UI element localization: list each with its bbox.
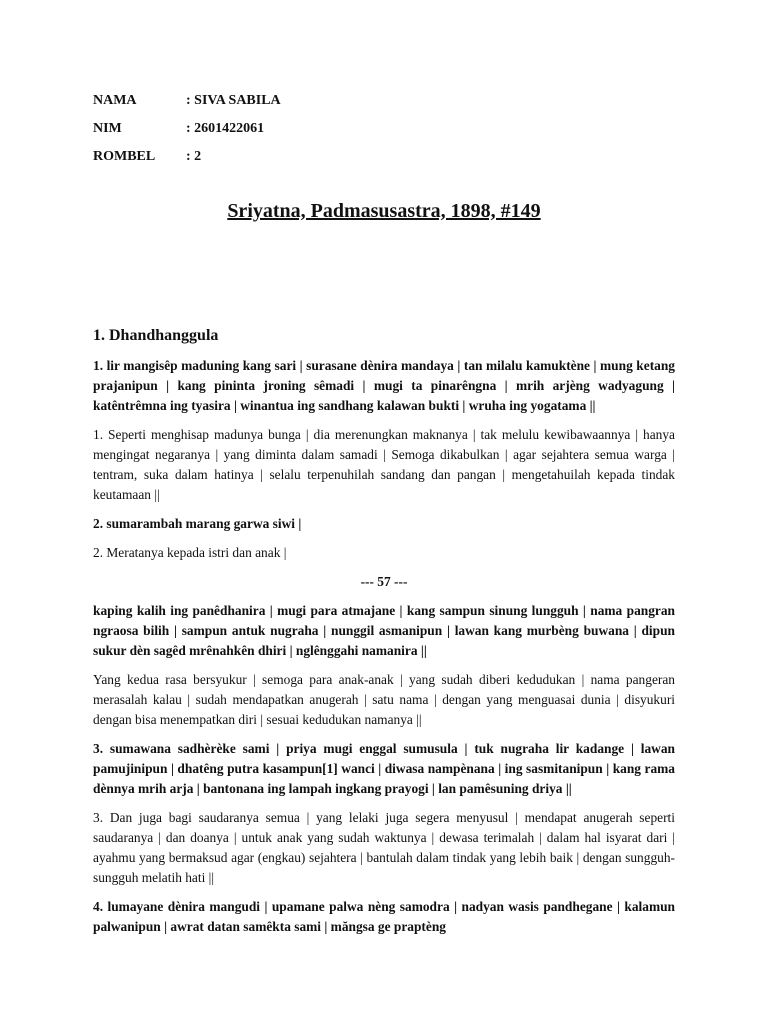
rombel-label: ROMBEL bbox=[93, 149, 156, 164]
name-label: NAMA bbox=[93, 93, 137, 108]
student-info bbox=[93, 87, 281, 171]
name-row bbox=[93, 87, 281, 115]
verse-1-translation: 1. Seperti menghisap madunya bunga | dia merenungkan maknanya | tak melulu kewibawaannya | hanya mengingat negaranya | yang diminta dalam samadi | Semoga dikabulkan | agar sejahtera semua warga | tentram, suka dalam hatinya | selalu terpenuhilah sandang dan pangan | mengetahuilah kepada tindak keutamaan || bbox=[93, 427, 675, 502]
verse-3-javanese: 3. sumawana sadhèrèke sami | priya mugi enggal sumusula | tuk nugraha lir kadange | lawan pamujinipun | dhatêng putra kasampun[1] wanci | diwasa nampènana | ing sasmitanipun | kang rama dènnya mrih arja | bantonana ing lampah ingkang prayogi | lan pamêsuning driya || bbox=[93, 741, 675, 796]
verse-2b-translation: Yang kedua rasa bersyukur | semoga para anak-anak | yang sudah diberi kedudukan | nama pangeran merasalah kalau | sudah mendapatkan anugerah | satu nama | dengan yang menguasai dunia | disyukuri dengan bisa menempatkan diri | sesuai kedudukan namanya || bbox=[93, 672, 675, 727]
verse-2-javanese: 2. sumarambah marang garwa siwi | bbox=[93, 516, 302, 531]
verse-3-translation: 3. Dan juga bagi saudaranya semua | yang lelaki juga segera menyusul | mendapat anugerah seperti saudaranya | dan doanya | untuk anak yang sudah waktunya | dewasa terimalah | dalam hal isyarat dari | ayahmu yang bermaksud agar (engkau) sejahtera | bantulah dalam tindak yang lebih baik | dengan sungguh-sungguh melatih hati || bbox=[93, 810, 675, 885]
nim-row bbox=[93, 115, 281, 143]
section-heading: 1. Dhandhanggula bbox=[93, 327, 219, 344]
rombel-row bbox=[93, 143, 281, 171]
verse-2-translation: 2. Meratanya kepada istri dan anak | bbox=[93, 545, 287, 560]
document-body bbox=[93, 356, 675, 937]
nim-value: : 2601422061 bbox=[186, 121, 265, 136]
name-value: : SIVA SABILA bbox=[186, 93, 281, 108]
page-number-marker: --- 57 --- bbox=[360, 574, 408, 589]
nim-label: NIM bbox=[93, 121, 122, 136]
verse-4-javanese: 4. lumayane dènira mangudi | upamane palwa nèng samodra | nadyan wasis pandhegane | kalamun palwanipun | awrat datan samêkta sami | măngsa ge praptèng bbox=[93, 899, 675, 934]
document-title: Sriyatna, Padmasusastra, 1898, #149 bbox=[227, 200, 541, 222]
rombel-value: : 2 bbox=[186, 149, 202, 164]
verse-1-javanese: 1. lir mangisêp maduning kang sari | surasane dènira mandaya | tan milalu kamuktène | mung ketang prajanipun | kang pininta jroning sêmadi | mugi ta pinarêngna | mrih arjèng wadyagung | katêntrêmna ing tyasira | winantua ing sandhang kalawan bukti | wruha ing yogatama || bbox=[93, 358, 675, 413]
verse-2b-javanese: kaping kalih ing panêdhanira | mugi para atmajane | kang sampun sinung lungguh | nama pangran ngraosa bilih | sampun antuk nugraha | nunggil asmanipun | lawan kang murbèng buwana | dipun sukur dèn sagêd mrênahkên dhiri | nglênggahi namanira || bbox=[93, 603, 675, 658]
